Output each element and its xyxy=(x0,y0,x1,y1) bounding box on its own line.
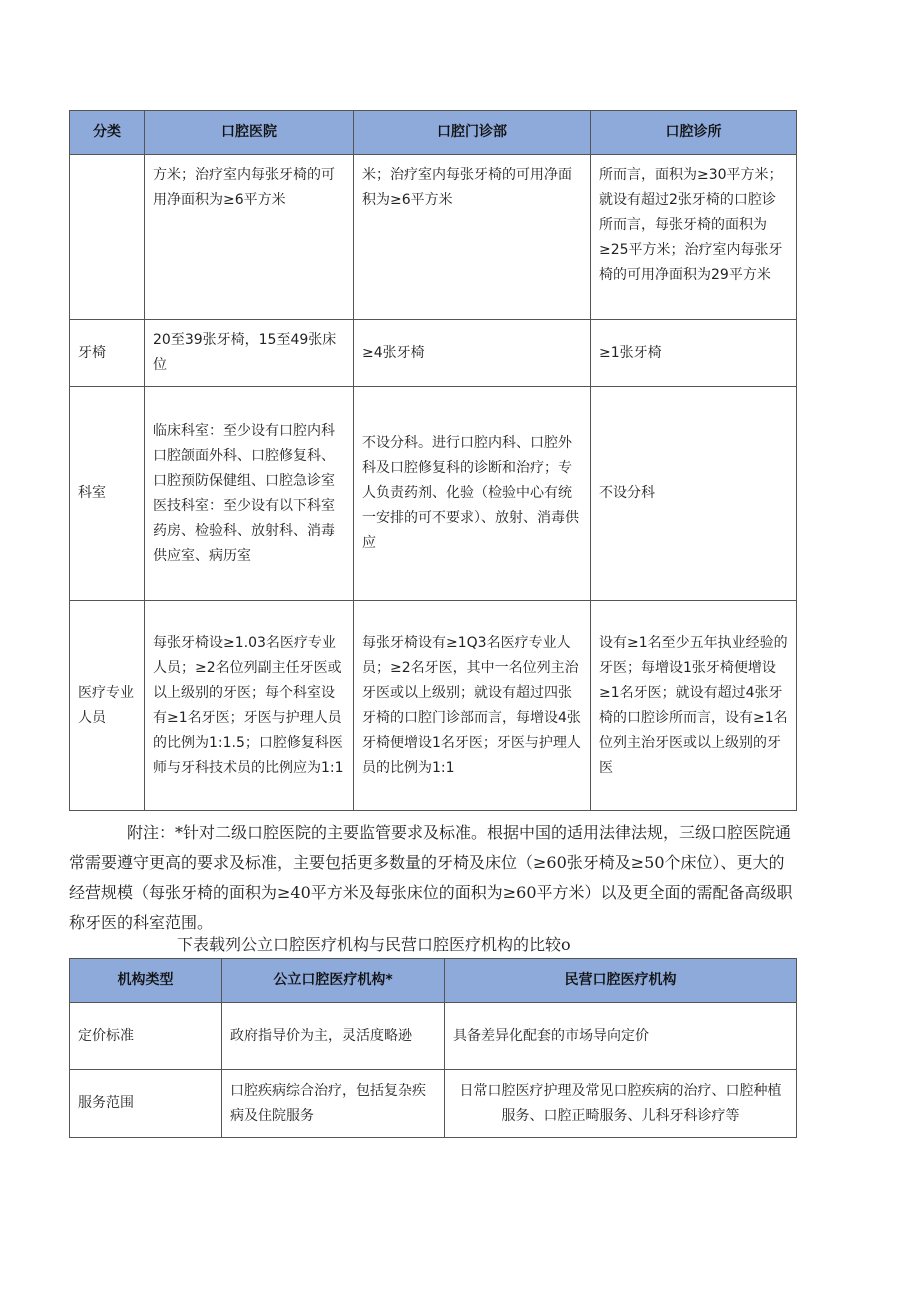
row-label: 牙椅 xyxy=(70,320,145,387)
header-dental-hospital: 口腔医院 xyxy=(145,111,354,155)
table-row xyxy=(70,1070,797,1138)
cell-clinic: 设有≥1名至少五年执业经验的牙医；每增设1张牙椅便增设≥1名牙医；就设有超过4张牙椅的口腔诊所而言，设有≥1名位列主治牙医或以上级别的牙医 xyxy=(591,601,797,811)
cell-outpatient: 不设分科。进行口腔内科、口腔外科及口腔修复科的诊断和治疗；专人负责药剂、化验（检验中心有统一安排的可不要求）、放射、消毒供应 xyxy=(354,387,591,601)
cell-public: 口腔疾病综合治疗，包括复杂疾病及住院服务 xyxy=(222,1070,445,1138)
regulation-table xyxy=(69,110,797,811)
cell-clinic: 所而言，面积为≥30平方米；就设有超过2张牙椅的口腔诊所而言，每张牙椅的面积为≥25平方米；治疗室内每张牙椅的可用净面积为29平方米 xyxy=(591,155,797,320)
header-public: 公立口腔医疗机构* xyxy=(222,959,445,1003)
header-dental-clinic: 口腔诊所 xyxy=(591,111,797,155)
table-header-row xyxy=(70,959,797,1003)
cell-private: 具备差异化配套的市场导向定价 xyxy=(445,1003,797,1070)
cell-hospital: 每张牙椅设≥1.03名医疗专业人员；≥2名位列副主任牙医或以上级别的牙医；每个科室设有≥1名牙医；牙医与护理人员的比例为1:1.5；口腔修复科医师与牙科技术员的比例应为1:1 xyxy=(145,601,354,811)
footnote-paragraph: 附注：*针对二级口腔医院的主要监管要求及标准。根据中国的适用法律法规，三级口腔医院通常需要遵守更高的要求及标准，主要包括更多数量的牙椅及床位（≥60张牙椅及≥50个床位）、更大的经营规模（每张牙椅的面积为≥40平方米及每张床位的面积为≥60平方米）以及更全面的需配备高级职称牙医的科室范围。 xyxy=(69,823,793,932)
cell-hospital: 方米；治疗室内每张牙椅的可用净面积为≥6平方米 xyxy=(145,155,354,320)
table-row xyxy=(70,1003,797,1070)
cell-clinic: 不设分科 xyxy=(591,387,797,601)
cell-private: 日常口腔医疗护理及常见口腔疾病的治疗、口腔种植服务、口腔正畸服务、儿科牙科诊疗等 xyxy=(445,1070,797,1138)
cell-outpatient: 米；治疗室内每张牙椅的可用净面积为≥6平方米 xyxy=(354,155,591,320)
table-row xyxy=(70,155,797,320)
comparison-table xyxy=(69,958,797,1138)
table-row xyxy=(70,601,797,811)
table-intro-text: 下表载列公立口腔医疗机构与民营口腔医疗机构的比较o xyxy=(177,935,571,954)
cell-outpatient: 每张牙椅设有≥1Q3名医疗专业人员；≥2名牙医，其中一名位列主治牙医或以上级别；就设有超过四张牙椅的口腔门诊部而言，每增设4张牙椅便增设1名牙医；牙医与护理人员的比例为1:1 xyxy=(354,601,591,811)
table-row xyxy=(70,320,797,387)
cell-clinic: ≥1张牙椅 xyxy=(591,320,797,387)
header-institution-type: 机构类型 xyxy=(70,959,222,1003)
table-header-row xyxy=(70,111,797,155)
row-label: 医疗专业人员 xyxy=(70,601,145,811)
cell-hospital: 20至39张牙椅，15至49张床位 xyxy=(145,320,354,387)
cell-outpatient: ≥4张牙椅 xyxy=(354,320,591,387)
row-label: 定价标准 xyxy=(70,1003,222,1070)
table-row xyxy=(70,387,797,601)
cell-hospital: 临床科室：至少设有口腔内科口腔颌面外科、口腔修复科、口腔预防保健组、口腔急诊室医技科室：至少设有以下科室药房、检验科、放射科、消毒供应室、病历室 xyxy=(145,387,354,601)
header-category: 分类 xyxy=(70,111,145,155)
row-label: 服务范围 xyxy=(70,1070,222,1138)
row-label xyxy=(70,155,145,320)
header-private: 民营口腔医疗机构 xyxy=(445,959,797,1003)
cell-public: 政府指导价为主，灵活度略逊 xyxy=(222,1003,445,1070)
header-dental-outpatient: 口腔门诊部 xyxy=(354,111,591,155)
row-label: 科室 xyxy=(70,387,145,601)
